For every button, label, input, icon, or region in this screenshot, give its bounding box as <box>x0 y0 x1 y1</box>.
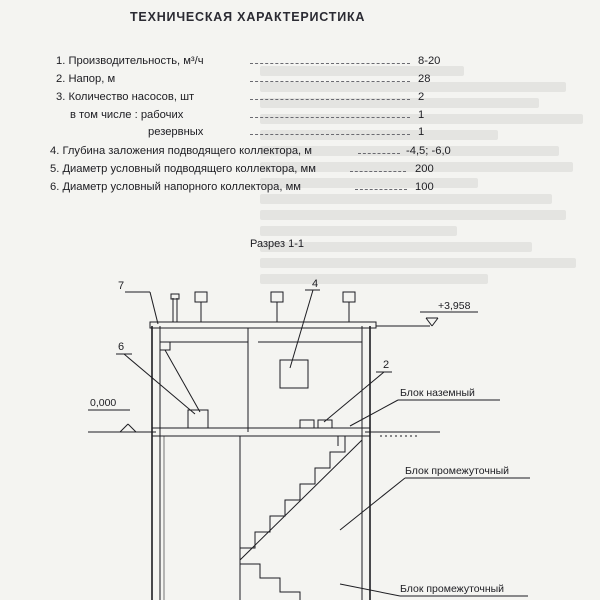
spec-label: в том числе : рабочих <box>70 109 184 121</box>
level-mark-top <box>432 318 438 326</box>
ground-block-label: Блок наземный <box>400 387 475 399</box>
callout-2: 2 <box>383 359 390 371</box>
hoist-block <box>188 410 208 428</box>
leader-mid-block-1 <box>340 478 405 530</box>
spec-value: 8-20 <box>418 55 441 67</box>
upper-duct <box>160 328 248 342</box>
spec-value: 1 <box>418 109 425 121</box>
level-top-label: +3,958 <box>438 300 471 312</box>
callout-4: 4 <box>312 278 319 290</box>
stair-flight-lower <box>240 548 300 600</box>
spec-label: 6. Диаметр условный напорного коллектора, мм <box>50 181 301 193</box>
spec-label: 5. Диаметр условный подводящего коллектора, мм <box>50 163 316 175</box>
mid-block-2-label: Блок промежуточный <box>400 583 505 595</box>
spec-value: 100 <box>415 181 434 193</box>
level-ground-label: 0,000 <box>90 397 117 409</box>
spec-value: 2 <box>418 91 425 103</box>
spec-value: 200 <box>415 163 434 175</box>
spec-label: 1. Производительность, м³/ч <box>56 55 204 67</box>
page-title: ТЕХНИЧЕСКАЯ ХАРАКТЕРИСТИКА <box>130 10 366 24</box>
level-mark-top <box>426 318 432 326</box>
ground-slab <box>152 428 370 436</box>
vent-cap <box>171 294 179 299</box>
level-tick <box>120 424 128 432</box>
level-tick <box>128 424 136 432</box>
callout-6: 6 <box>118 341 125 353</box>
leader-2 <box>324 372 384 422</box>
spec-value: -4,5; -6,0 <box>406 145 451 157</box>
mid-block-1-label: Блок промежуточный <box>405 465 510 477</box>
spec-label: резервных <box>148 126 204 138</box>
spec-label: 4. Глубина заложения подводящего коллектора, м <box>50 145 312 157</box>
leader-4 <box>290 290 313 368</box>
spec-label: 2. Напор, м <box>56 73 116 85</box>
equipment-box <box>300 420 314 428</box>
leader-ground-block <box>350 400 398 426</box>
spec-value: 1 <box>418 126 425 138</box>
callout-7: 7 <box>118 280 125 292</box>
roof-fan <box>195 292 207 302</box>
hoist-line <box>165 350 200 412</box>
roof-slab <box>150 322 376 328</box>
control-cabinet <box>280 360 308 388</box>
roof-fan <box>343 292 355 302</box>
small-box <box>160 342 170 350</box>
stair-handrail <box>240 440 362 560</box>
stair-flight <box>240 436 345 548</box>
leader-7 <box>150 292 158 324</box>
spec-label: 3. Количество насосов, шт <box>56 91 195 103</box>
spec-value: 28 <box>418 73 431 85</box>
section-title: Разрез 1-1 <box>250 238 305 250</box>
roof-fan <box>271 292 283 302</box>
